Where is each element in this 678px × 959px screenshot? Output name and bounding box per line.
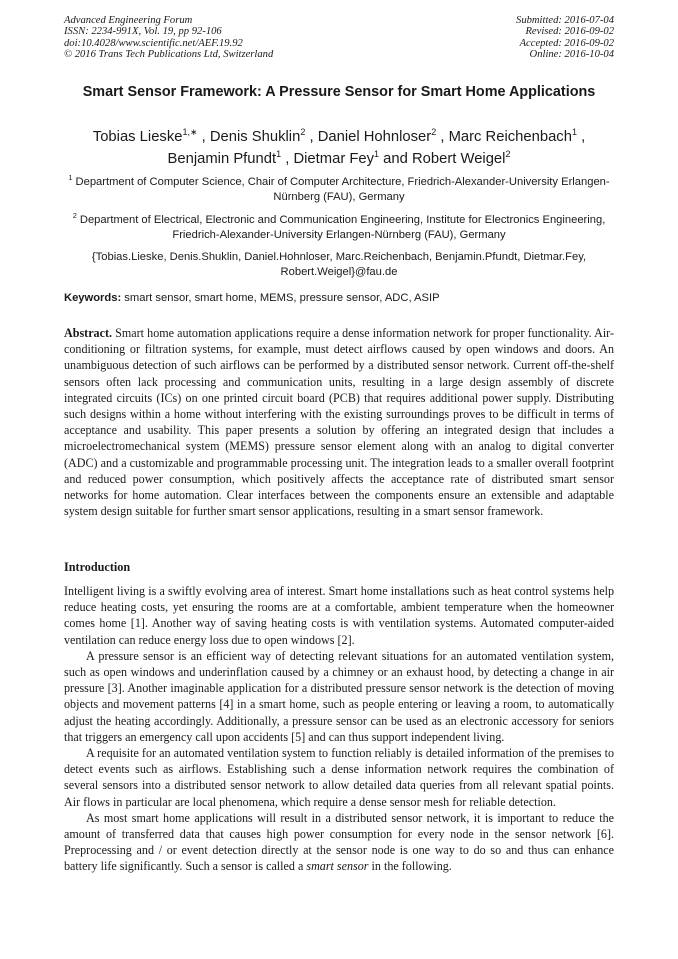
affiliation-2 [64, 213, 614, 244]
submitted-date: Submitted: 2016-07-04 [516, 15, 614, 26]
author-separator: and [379, 151, 412, 167]
paragraph [64, 810, 614, 875]
author-separator: , [281, 151, 294, 167]
author-name: Robert Weigel [411, 151, 506, 167]
paragraph: A requisite for an automated ventilation system to function reliably is detailed information of the premises to detect events such as airflows. Establishing such a dense information network requires the combination of several sensors into a distributed sensor network to allow detailed data queries from all relevant spatial points. Air flows in particular are local phenomena, which require a dense sensor mesh for reliable detection. [64, 746, 614, 809]
paragraph-text: As most smart home applications will result in a distributed sensor network, it is important to reduce the amount of transferred data that causes high power consumption for every node in the sensor network [6]. Preprocessing and / or event detection directly at the sensor node is one way to do so and thus can enhance battery life significantly. Such a sensor is called a [64, 810, 614, 874]
paragraph: Intelligent living is a swiftly evolving area of interest. Smart home installations such as heat control systems help reduce heating costs, yet ensuring the rooms are at a comfortable, ambient temperature when the homeowner comes home [1]. Another way of saving heating costs is with ventilation systems. Automated computer-aided ventilation can reduce energy loss due to open windows [2]. [64, 584, 614, 647]
author-affiliation-mark: 1,∗ [182, 127, 198, 138]
online-date: Online: 2016-10-04 [529, 48, 614, 60]
author-name: Daniel Hohnloser [317, 129, 432, 145]
affiliation-text: Department of Electrical, Electronic and Communication Engineering, Institute for Electronics Engineering, Friedrich-Alexander-University Erlangen-Nürnberg (FAU), Germany [79, 214, 606, 242]
author-name: Dietmar Fey [293, 151, 375, 167]
author-affiliation-mark: 1 [374, 149, 380, 160]
paper-title: Smart Sensor Framework: A Pressure Sensor for Smart Home Applications [82, 84, 596, 100]
author-affiliation-mark: 2 [300, 127, 306, 138]
keywords-text: smart sensor, smart home, MEMS, pressure sensor, ADC, ASIP [121, 292, 440, 304]
author-name: Tobias Lieske [92, 129, 183, 145]
author-separator: , [197, 129, 210, 145]
affiliation-text: Department of Computer Science, Chair of Computer Architecture, Friedrich-Alexander-University Erlangen-Nürnberg (FAU), Germany [75, 176, 610, 204]
accepted-date: Accepted: 2016-09-02 [519, 37, 614, 49]
author-affiliation-mark: 2 [505, 149, 511, 160]
abstract [64, 325, 614, 519]
author-emails: {Tobias.Lieske, Denis.Shuklin, Daniel.Hohnloser, Marc.Reichenbach, Benjamin.Pfundt, Dietmar.Fey, Robert.Weigel}@fau.de [91, 251, 587, 279]
keywords [64, 291, 614, 305]
author-separator: , [436, 129, 449, 145]
publication-dates [516, 15, 614, 60]
author-affiliation-mark: 1 [571, 127, 577, 138]
journal-name: Advanced Engineering Forum [64, 15, 193, 26]
paragraph-text: in the following. [368, 859, 452, 874]
author-affiliation-mark: 1 [276, 149, 282, 160]
abstract-label: Abstract. [64, 326, 113, 340]
author-affiliation-mark: 2 [431, 127, 437, 138]
introduction-body [64, 583, 614, 875]
section-heading-introduction: Introduction [64, 560, 131, 574]
paragraph: A pressure sensor is an efficient way of detecting relevant situations for an automated ventilation system, such as open windows and underinflation caused by a chimney or an exhaust hood, by detecting a change in air pressure [3]. Another imaginable application for a distributed pressure sensor network is the detection of moving objects and movement patterns [4] in a smart home, such as people entering or leaving a room, to automatically adjust the heating accordingly. Additionally, a pressure sensor can be used as an electronic accessory for seniors that triggers an emergency call upon accidents [5] and can thus support independent living. [64, 648, 614, 744]
author-list [64, 126, 614, 170]
affiliation-number: 2 [72, 211, 77, 221]
keywords-label: Keywords: [64, 292, 122, 304]
author-name: Benjamin Pfundt [167, 151, 277, 167]
author-name: Marc Reichenbach [448, 129, 572, 145]
journal-info [64, 15, 273, 60]
copyright: © 2016 Trans Tech Publications Ltd, Switzerland [64, 48, 274, 60]
revised-date: Revised: 2016-09-02 [525, 26, 614, 38]
issn-volume: ISSN: 2234-991X, Vol. 19, pp 92-106 [64, 26, 222, 38]
abstract-text: Smart home automation applications require a dense information network for proper functionality. Air-conditioning or filtration systems, for example, must detect airflows caused by open windows and doors. An unambiguous detection of such airflows can be performed by a distributed sensor network. Current off-the-shelf sensors often lack processing and communication units, resulting in a large design assembly of discrete integrated circuits (ICs) on one printed circuit board (PCB) that requires additional power supply. Distributing such designs within a home without interfering with the existing surroundings proves to be difficult in terms of acceptance and usability. This paper presents a solution by offering an integrated design that includes a microelectromechanical system (MEMS) pressure sensor element along with an analog to digital converter (ADC) and a customizable and programmable processing unit. The integration leads to a smaller overall footprint and reduced power consumption, which positively affects the acceptance rate of distributed smart sensor networks for home automation. Clear interfaces between the components ensure an extensible and adaptable system design suitable for further smart sensor applications, resulting in a smart sensor framework. [64, 326, 614, 519]
author-separator: , [576, 129, 586, 145]
emphasized-term: smart sensor [306, 859, 369, 874]
author-separator: , [305, 129, 318, 145]
author-name: Denis Shuklin [209, 129, 301, 145]
affiliation-1 [64, 175, 614, 206]
doi[interactable]: doi:10.4028/www.scientific.net/AEF.19.92 [64, 37, 243, 49]
affiliation-number: 1 [68, 173, 73, 183]
